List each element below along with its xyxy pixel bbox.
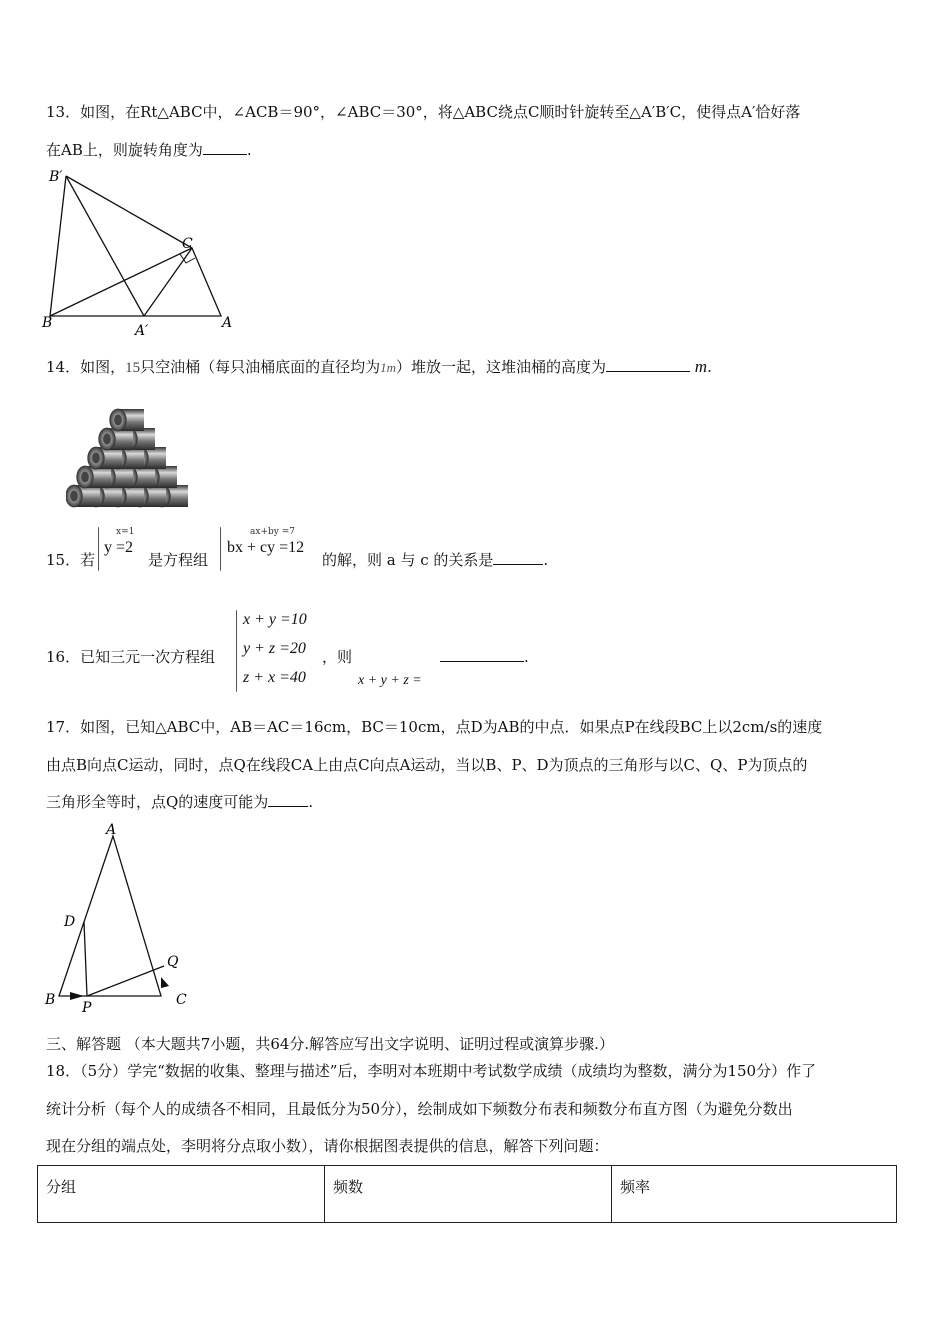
q17-arrow-p: [70, 992, 84, 1000]
label-a: A: [106, 822, 117, 838]
frequency-table: [37, 1165, 897, 1223]
q15-equation-2: bx + cy =12: [227, 539, 305, 556]
q15-solution-y: y =2: [104, 539, 134, 556]
q17-line1: 17．如图，已知△ABC中，AB＝AC＝16cm，BC＝10cm，点D为AB的中点．如果点P在线段BC上以2cm/s的速度: [46, 718, 823, 736]
q17-line3: [46, 792, 313, 812]
q15-end: .: [543, 551, 549, 569]
q16-equation-3: z + x =40: [243, 669, 306, 686]
q13-period: .: [246, 141, 252, 159]
q15-system-brace: [220, 527, 221, 571]
label-a: A: [222, 315, 233, 331]
q14-count: 15: [125, 360, 141, 376]
label-b-prime: B′: [49, 169, 63, 185]
label-b: B: [45, 992, 56, 1008]
table-header-row: [38, 1166, 897, 1223]
q16-expression: x + y + z =: [358, 673, 422, 688]
q14-unit: m: [694, 357, 708, 376]
q16-end: .: [524, 648, 529, 666]
q13-rotation-figure: [40, 165, 240, 337]
q14-end: .: [707, 358, 712, 376]
barrel: [77, 466, 111, 488]
barrel: [66, 485, 100, 507]
q16-equation-1: x + y =10: [243, 611, 307, 628]
q17-end: .: [308, 793, 314, 811]
answer-blank[interactable]: [203, 140, 247, 155]
q16-system-brace: [236, 610, 237, 692]
q13-line1: 13．如图，在Rt△ABC中，∠ACB＝90°，∠ABC＝30°，将△ABC绕点C顺时针旋转至△A′B′C，使得点A′恰好落: [46, 103, 801, 121]
q13-segment-bprime-aprime: [66, 176, 144, 316]
label-c: C: [176, 992, 187, 1008]
q14-middle: 只空油桶（每只油桶底面的直径均为: [140, 358, 381, 376]
q14-oil-barrels-figure: [66, 396, 190, 510]
q13-line2: [46, 140, 252, 160]
label-c: C: [182, 236, 193, 252]
label-d: D: [64, 914, 76, 930]
answer-blank[interactable]: [493, 550, 543, 565]
q13-segment-aprime-c: [144, 248, 192, 316]
q16-answer: [440, 647, 529, 667]
section-3-title: 三、解答题 （本大题共7小题，共64分.解答应写出文字说明、证明过程或演算步骤.）: [46, 1035, 614, 1053]
q15-solution-brace: [98, 527, 99, 571]
q15-post-text: 的解，则 a 与 c 的关系是: [322, 551, 494, 569]
q15-equation-1: ax+by =7: [250, 527, 295, 537]
q15-middle: 是方程组: [148, 551, 209, 569]
q14-diameter: 1m: [380, 360, 396, 375]
barrel: [88, 447, 122, 469]
q18-line3: 现在分组的端点处，李明将分点取小数），请你根据图表提供的信息，解答下列问题：: [46, 1137, 609, 1155]
q15-post: [322, 550, 548, 570]
header-frequency-rate: 频率: [612, 1166, 897, 1223]
q18-line2: 统计分析（每个人的成绩各不相同，且最低分为50分），绘制成如下频数分布表和频数分布直方图（为避免分数出: [46, 1100, 793, 1118]
label-q: Q: [167, 954, 179, 970]
answer-blank[interactable]: [268, 792, 308, 807]
q17-arrow-q: [161, 977, 169, 988]
q14-prefix: 14．如图，: [46, 358, 126, 376]
q17-line2: 由点B向点C运动，同时，点Q在线段CA上由点C向点A运动，当以B、P、D为顶点的三角形与以C、Q、P为顶点的: [46, 756, 808, 774]
answer-blank[interactable]: [606, 357, 690, 372]
answer-blank[interactable]: [440, 647, 524, 662]
q16-prefix: 16．已知三元一次方程组: [46, 648, 216, 666]
header-frequency-count: 频数: [325, 1166, 612, 1223]
q17-segment-pq: [87, 966, 164, 996]
label-p: P: [82, 1000, 92, 1016]
q15-prefix: 15．若: [46, 551, 96, 569]
q14-line: [46, 357, 712, 378]
q18-line1: 18．（5分）学完“数据的收集、整理与描述”后，李明对本班期中考试数学成绩（成绩均为整数，满分为150分）作了: [46, 1062, 817, 1080]
q17-triangle-figure: [40, 818, 200, 1018]
q13-line2-text: 在AB上，则旋转角度为: [46, 141, 203, 159]
q16-equation-2: y + z =20: [243, 640, 306, 657]
q14-post: ）堆放一起，这堆油桶的高度为: [396, 358, 607, 376]
q15-solution-x: x=1: [116, 527, 135, 537]
header-group: 分组: [38, 1166, 325, 1223]
q13-triangle-outline: [50, 176, 221, 316]
q16-comma: ，则: [322, 648, 353, 666]
label-b: B: [42, 315, 53, 331]
barrel: [110, 409, 144, 431]
q17-line3-text: 三角形全等时，点Q的速度可能为: [46, 793, 269, 811]
q17-segment-dp: [84, 922, 87, 996]
label-a-prime: A′: [135, 323, 149, 337]
q13-segment-b-c: [50, 248, 192, 316]
barrel: [99, 428, 133, 450]
